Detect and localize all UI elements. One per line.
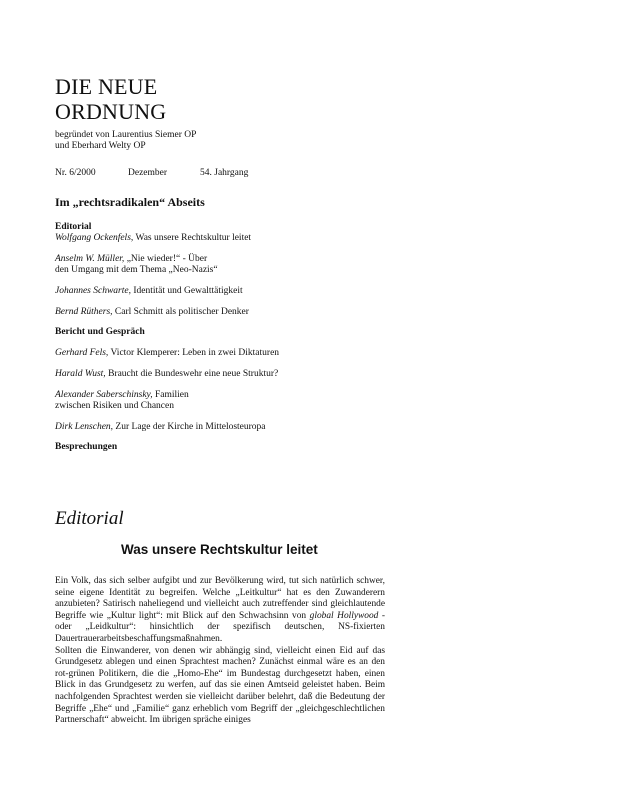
toc-entry[interactable] [55, 422, 435, 433]
toc-entry-author: Anselm W. Müller, [55, 254, 125, 264]
toc-section-editorial: Editorial [55, 222, 92, 232]
toc-entry-author: Alexander Saberschinsky, [55, 390, 153, 400]
toc-entry-title: Carl Schmitt als politischer Denker [112, 307, 249, 317]
toc-entry-author: Harald Wust, [55, 369, 106, 379]
table-of-contents [55, 222, 435, 453]
article-text: Ein Volk, das sich selber aufgibt und zur Bevölkerung wird, tut sich natürlich schwer, seine eigene Identität zu begreifen. Welche „Leitkultur“ hat es den Zuwanderern anzubieten? Satirisch naheliegend und vielleicht auch zutreffender sind gleichlautende Begriffe wie „Kultur light“: mit Blick auf den Schwachsinn von [55, 576, 385, 621]
toc-entry-title: Victor Klemperer: Leben in zwei Diktaturen [108, 348, 280, 358]
toc-entry-title: Zur Lage der Kirche in Mittelosteuropa [113, 422, 266, 432]
toc-entry-author: Gerhard Fels, [55, 348, 109, 358]
toc-entry[interactable] [55, 307, 435, 318]
article-paragraph-1 [55, 576, 385, 646]
toc-entry-author: Dirk Lenschen, [55, 422, 114, 432]
toc-entry-title: Was unsere Rechtskultur leitet [133, 233, 252, 243]
toc-entry[interactable] [55, 390, 435, 412]
toc-entry-title: Braucht die Bundeswehr eine neue Struktur? [105, 369, 279, 379]
issue-year: 54. Jahrgang [200, 168, 249, 178]
toc-entry-author: Bernd Rüthers, [55, 307, 113, 317]
toc-entry[interactable] [55, 254, 435, 276]
masthead-line-1: DIE NEUE [55, 74, 158, 99]
article-text: - oder „Leidkultur“: hinsichtlich der spezifisch deutschen, NS-fixierten Dauertrauerarbeitsbeschaffungsmaßnahmen. [55, 610, 386, 644]
toc-section-reviews: Besprechungen [55, 442, 118, 452]
founders-line-1: begründet von Laurentius Siemer OP [55, 130, 197, 140]
issue-month: Dezember [128, 168, 168, 178]
masthead-title [55, 74, 166, 124]
masthead-line-2: ORDNUNG [55, 99, 167, 124]
toc-entry-author: Wolfgang Ockenfels, [55, 233, 134, 243]
article-text-italic: global Hollywood [309, 610, 379, 621]
toc-entry-title: Identität und Gewalttätigkeit [131, 286, 243, 296]
toc-entry-title: Familien [152, 390, 189, 400]
toc-entry[interactable] [55, 233, 435, 244]
toc-entry-title-continued: den Umgang mit dem Thema „Neo-Nazis“ [55, 265, 218, 275]
article-body [55, 576, 385, 727]
article-title: Was unsere Rechtskultur leitet [121, 542, 318, 557]
founders-line-2: und Eberhard Welty OP [55, 141, 146, 151]
toc-entry-title-continued: zwischen Risiken und Chancen [55, 401, 174, 411]
toc-entry-author: Johannes Schwarte, [55, 286, 131, 296]
founders-note [55, 130, 196, 152]
toc-entry-title: „Nie wieder!“ - Über [124, 254, 208, 264]
toc-entry[interactable] [55, 286, 435, 297]
toc-entry[interactable] [55, 348, 435, 359]
editorial-heading: Editorial [55, 508, 124, 529]
issue-theme-title: Im „rechtsradikalen“ Abseits [55, 195, 205, 209]
toc-entry[interactable] [55, 369, 435, 380]
article-paragraph-2: Sollten die Einwanderer, von denen wir abhängig sind, vielleicht einen Eid auf das Grundgesetz ablegen und einen Sprachtest machen? Zunächst einmal wäre es an den rot-grünen Politikern, die die „Homo-Ehe“ im Bundestag durchgesetzt haben, einen Blick in das Grundgesetz zu werfen, auf das sie einen Amtseid geleistet haben. Beim nachfolgenden Sprachtest werden sie vielleicht darüber belehrt, daß die Bedeutung der Begriffe „Ehe“ und „Familie“ ganz erheblich vom Begriff der „gleichgeschlechtlichen Partnerschaft“ abweicht. Im übrigen spräche einiges [55, 645, 385, 726]
issue-number: Nr. 6/2000 [55, 168, 96, 178]
toc-section-report: Bericht und Gespräch [55, 327, 145, 337]
